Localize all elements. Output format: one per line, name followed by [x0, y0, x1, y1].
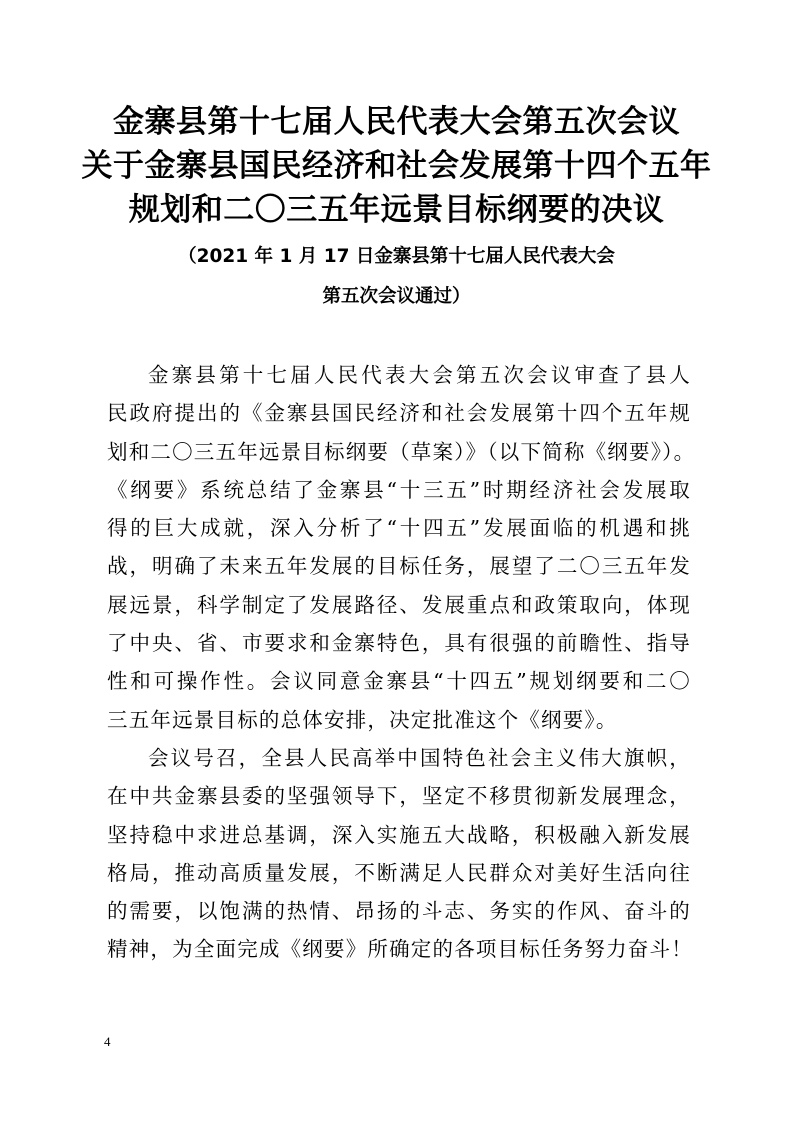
paragraph-1-line: 性和可操作性。会议同意金寨县“十四五”规划纲要和二〇: [107, 669, 691, 694]
paragraph-2-line: 精神，为全面完成《纲要》所确定的各项目标任务努力奋斗！: [107, 937, 693, 962]
adoption-note: [0, 237, 793, 317]
paragraph-2: [107, 739, 691, 969]
paragraph-1-line: 战，明确了未来五年发展的目标任务，展望了二〇三五年发: [107, 554, 691, 579]
paragraph-1-line: 民政府提出的《金寨县国民经济和社会发展第十四个五年规: [107, 401, 691, 426]
paragraph-1-line: 得的巨大成就，深入分析了“十四五”发展面临的机遇和挑: [107, 516, 691, 541]
paragraph-1-line: 三五年远景目标的总体安排，决定批准这个《纲要》。: [107, 707, 618, 732]
adoption-note-line-1: （2021 年 1 月 17 日金寨县第十七届人民代表大会: [178, 246, 615, 267]
paragraph-1-line: 金寨县第十七届人民代表大会第五次会议审查了县人: [148, 363, 691, 387]
paragraph-1-line: 展远景，科学制定了发展路径、发展重点和政策取向，体现: [107, 592, 691, 617]
paragraph-1-line: 《纲要》系统总结了金寨县“十三五”时期经济社会发展取: [107, 477, 691, 502]
paragraph-2-line: 的需要，以饱满的热情、昂扬的斗志、务实的作风、奋斗的: [107, 899, 691, 924]
title-line-3: 规划和二〇三五年远景目标纲要的决议: [128, 192, 665, 228]
title-line-1: 金寨县第十七届人民代表大会第五次会议: [113, 104, 680, 140]
paragraph-2-line: 在中共金寨县委的坚强领导下，坚定不移贯彻新发展理念，: [107, 784, 691, 809]
adoption-note-line-2: 第五次会议通过）: [322, 286, 471, 307]
paragraph-1: [107, 356, 696, 739]
document-title: [0, 100, 793, 232]
title-line-2: 关于金寨县国民经济和社会发展第十四个五年: [81, 148, 712, 184]
paragraph-1-line: 了中央、省、市要求和金寨特色，具有很强的前瞻性、指导: [107, 631, 691, 656]
paragraph-2-line: 坚持稳中求进总基调，深入实施五大战略，积极融入新发展: [107, 822, 691, 847]
paragraph-2-line: 会议号召，全县人民高举中国特色社会主义伟大旗帜，: [148, 746, 691, 770]
paragraph-2-line: 格局，推动高质量发展，不断满足人民群众对美好生活向往: [107, 860, 691, 885]
page-number: 4: [104, 1034, 111, 1049]
paragraph-1-line: 划和二〇三五年远景目标纲要（草案）》（以下简称《纲要》）。: [107, 439, 696, 464]
